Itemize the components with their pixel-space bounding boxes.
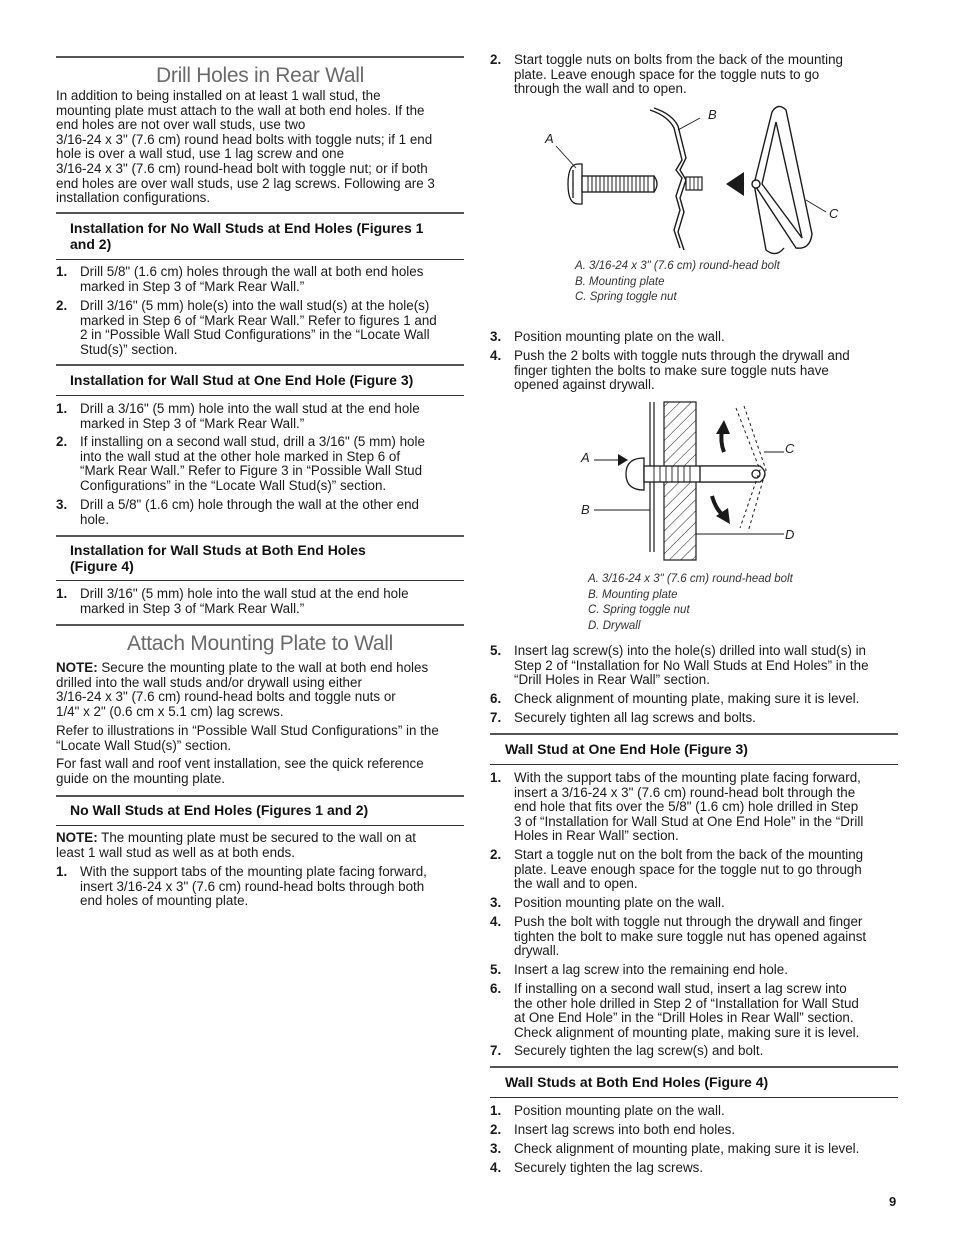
arrow-up-icon [716, 420, 730, 434]
rule [56, 580, 464, 581]
drill-intro: In addition to being installed on at least 1 wall stud, the mounting plate must attach to the wall at both end holes. If the end holes are not over wall studs, use two 3/16-24 x 3" (7.6 cm) round head bolts with toggle nuts; if 1 end hole is over a wall stud, use 1 lag screw and one 3/16-24 x 3" (7.6 cm) round-head bolt with toggle nut; or if both end holes are over wall studs, use 2 lag screws. Following are 3 installation configurations. [56, 88, 435, 206]
attach-note: NOTE: Secure the mounting plate to the wall at both end holes drilled into the wall studs and/or drywall using either 3/16-24 x 3" (7.6 cm) round-head bolts and toggle nuts or 1/4" x 2" (0.6 cm x 5.1 cm) lag screws. [56, 660, 429, 719]
fig1-label-c: C [829, 206, 839, 221]
rule [490, 1066, 898, 1068]
figure-bolt-through-drywall [580, 400, 810, 565]
rule [56, 395, 464, 396]
rule [56, 535, 464, 537]
rule [56, 212, 464, 214]
section-title-attach: Attach Mounting Plate to Wall [127, 632, 393, 655]
fig2-label-a: A [581, 450, 590, 465]
rule [56, 825, 464, 826]
subheading-wall-studs-both-ends: Wall Studs at Both End Holes (Figure 4) [505, 1074, 769, 1090]
toggle-nut-illustration [700, 466, 765, 482]
subheading-one-end-hole: Installation for Wall Stud at One End Hole (Figure 3) [70, 372, 414, 388]
fig1-label-b: B [708, 107, 717, 122]
leader-c [806, 200, 826, 212]
figure-bolt-plate-toggle [540, 100, 850, 260]
leader-a [556, 146, 576, 168]
rule [490, 1097, 898, 1098]
rule [56, 364, 464, 366]
page-number: 9 [889, 1194, 897, 1209]
subheading-no-wall-studs-attach: No Wall Studs at End Holes (Figures 1 and 2) [70, 802, 369, 818]
subheading-wall-stud-one-end: Wall Stud at One End Hole (Figure 3) [505, 741, 748, 757]
rule [56, 259, 464, 260]
bolt-illustration [568, 164, 657, 204]
fig2-label-b: B [581, 502, 590, 517]
rule [490, 764, 898, 765]
attach-refer: Refer to illustrations in “Possible Wall Stud Configurations” in the “Locate Wall Stud(s)” section. [56, 723, 439, 753]
rule [490, 733, 898, 735]
section-title-drill-holes: Drill Holes in Rear Wall [156, 64, 364, 87]
subheading-both-end-holes: Installation for Wall Studs at Both End Holes (Figure 4) [70, 542, 366, 574]
attach-sec-note: NOTE: The mounting plate must be secured to the wall on at least 1 wall stud as well as at both ends. [56, 830, 416, 860]
leader-b [678, 118, 700, 130]
subheading-no-wall-studs: Installation for No Wall Studs at End Holes (Figures 1 and 2) [70, 220, 424, 252]
fig2-label-c: C [785, 441, 795, 456]
rule [56, 795, 464, 797]
toggle-nut-illustration [752, 106, 812, 253]
attach-fast: For fast wall and roof vent installation, see the quick reference guide on the mounting plate. [56, 756, 424, 786]
rule [56, 624, 464, 626]
fig1-label-a: A [545, 131, 554, 146]
fig2-label-d: D [785, 527, 795, 542]
fig2-caption: A. 3/16-24 x 3" (7.6 cm) round-head bolt B. Mounting plate C. Spring toggle nut D. Drywall [588, 573, 793, 632]
arrow-right-icon [618, 454, 628, 466]
top-rule [56, 56, 464, 58]
arrow-icon [726, 172, 744, 196]
fig1-caption: A. 3/16-24 x 3" (7.6 cm) round-head bolt B. Mounting plate C. Spring toggle nut [575, 260, 780, 303]
